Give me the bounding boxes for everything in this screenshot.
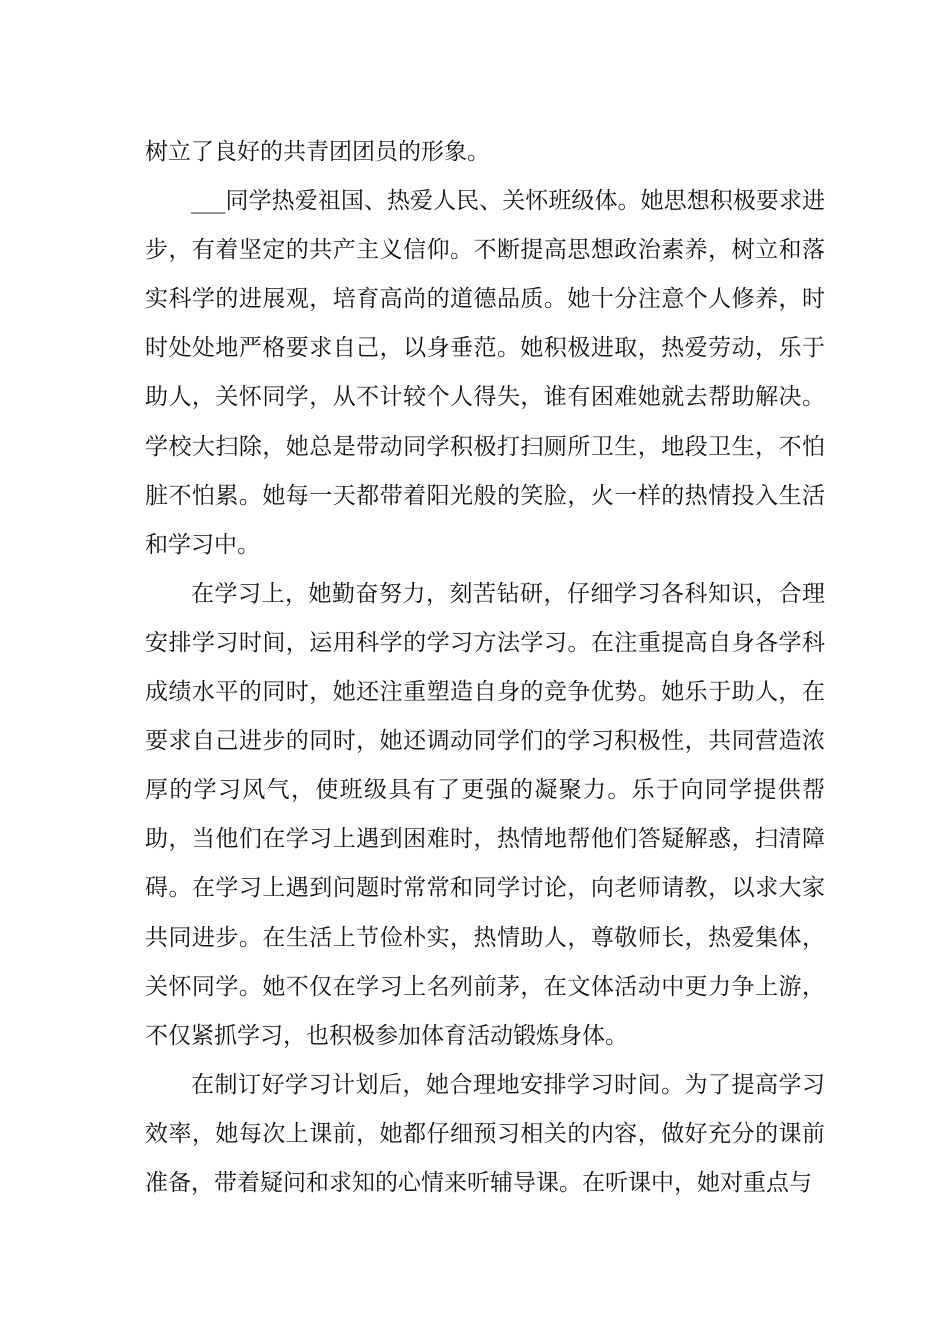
document-body — [145, 128, 825, 1208]
paragraph-character: ___同学热爱祖国、热爱人民、关怀班级体。她思想积极要求进步，有着坚定的共产主义信仰。不断提高思想政治素养，树立和落实科学的进展观，培育高尚的道德品质。她十分注意个人修养，时时处处地严格要求自己，以身垂范。她积极进取，热爱劳动，乐于助人，关怀同学，从不计较个人得失，谁有困难她就去帮助解决。学校大扫除，她总是带动同学积极打扫厕所卫生，地段卫生，不怕脏不怕累。她每一天都带着阳光般的笑脸，火一样的热情投入生活和学习中。 — [145, 188, 825, 558]
paragraph-continuation: 树立了良好的共青团团员的形象。 — [145, 139, 490, 165]
paragraph-study: 在学习上，她勤奋努力，刻苦钻研，仔细学习各科知识，合理安排学习时间，运用科学的学习方法学习。在注重提高自身各学科成绩水平的同时，她还注重塑造自身的竞争优势。她乐于助人，在要求自己进步的同时，她还调动同学们的学习积极性，共同营造浓厚的学习风气，使班级具有了更强的凝聚力。乐于向同学提供帮助，当他们在学习上遇到困难时，热情地帮他们答疑解惑，扫清障碍。在学习上遇到问题时常常和同学讨论，向老师请教，以求大家共同进步。在生活上节俭朴实，热情助人，尊敬师长，热爱集体，关怀同学。她不仅在学习上名列前茅，在文体活动中更力争上游，不仅紧抓学习，也积极参加体育活动锻炼身体。 — [145, 580, 825, 1049]
paragraph-study-plan: 在制订好学习计划后，她合理地安排学习时间。为了提高学习效率，她每次上课前，她都仔细预习相关的内容，做好充分的课前准备，带着疑问和求知的心情来听辅导课。在听课中，她对重点与 — [145, 1071, 825, 1196]
